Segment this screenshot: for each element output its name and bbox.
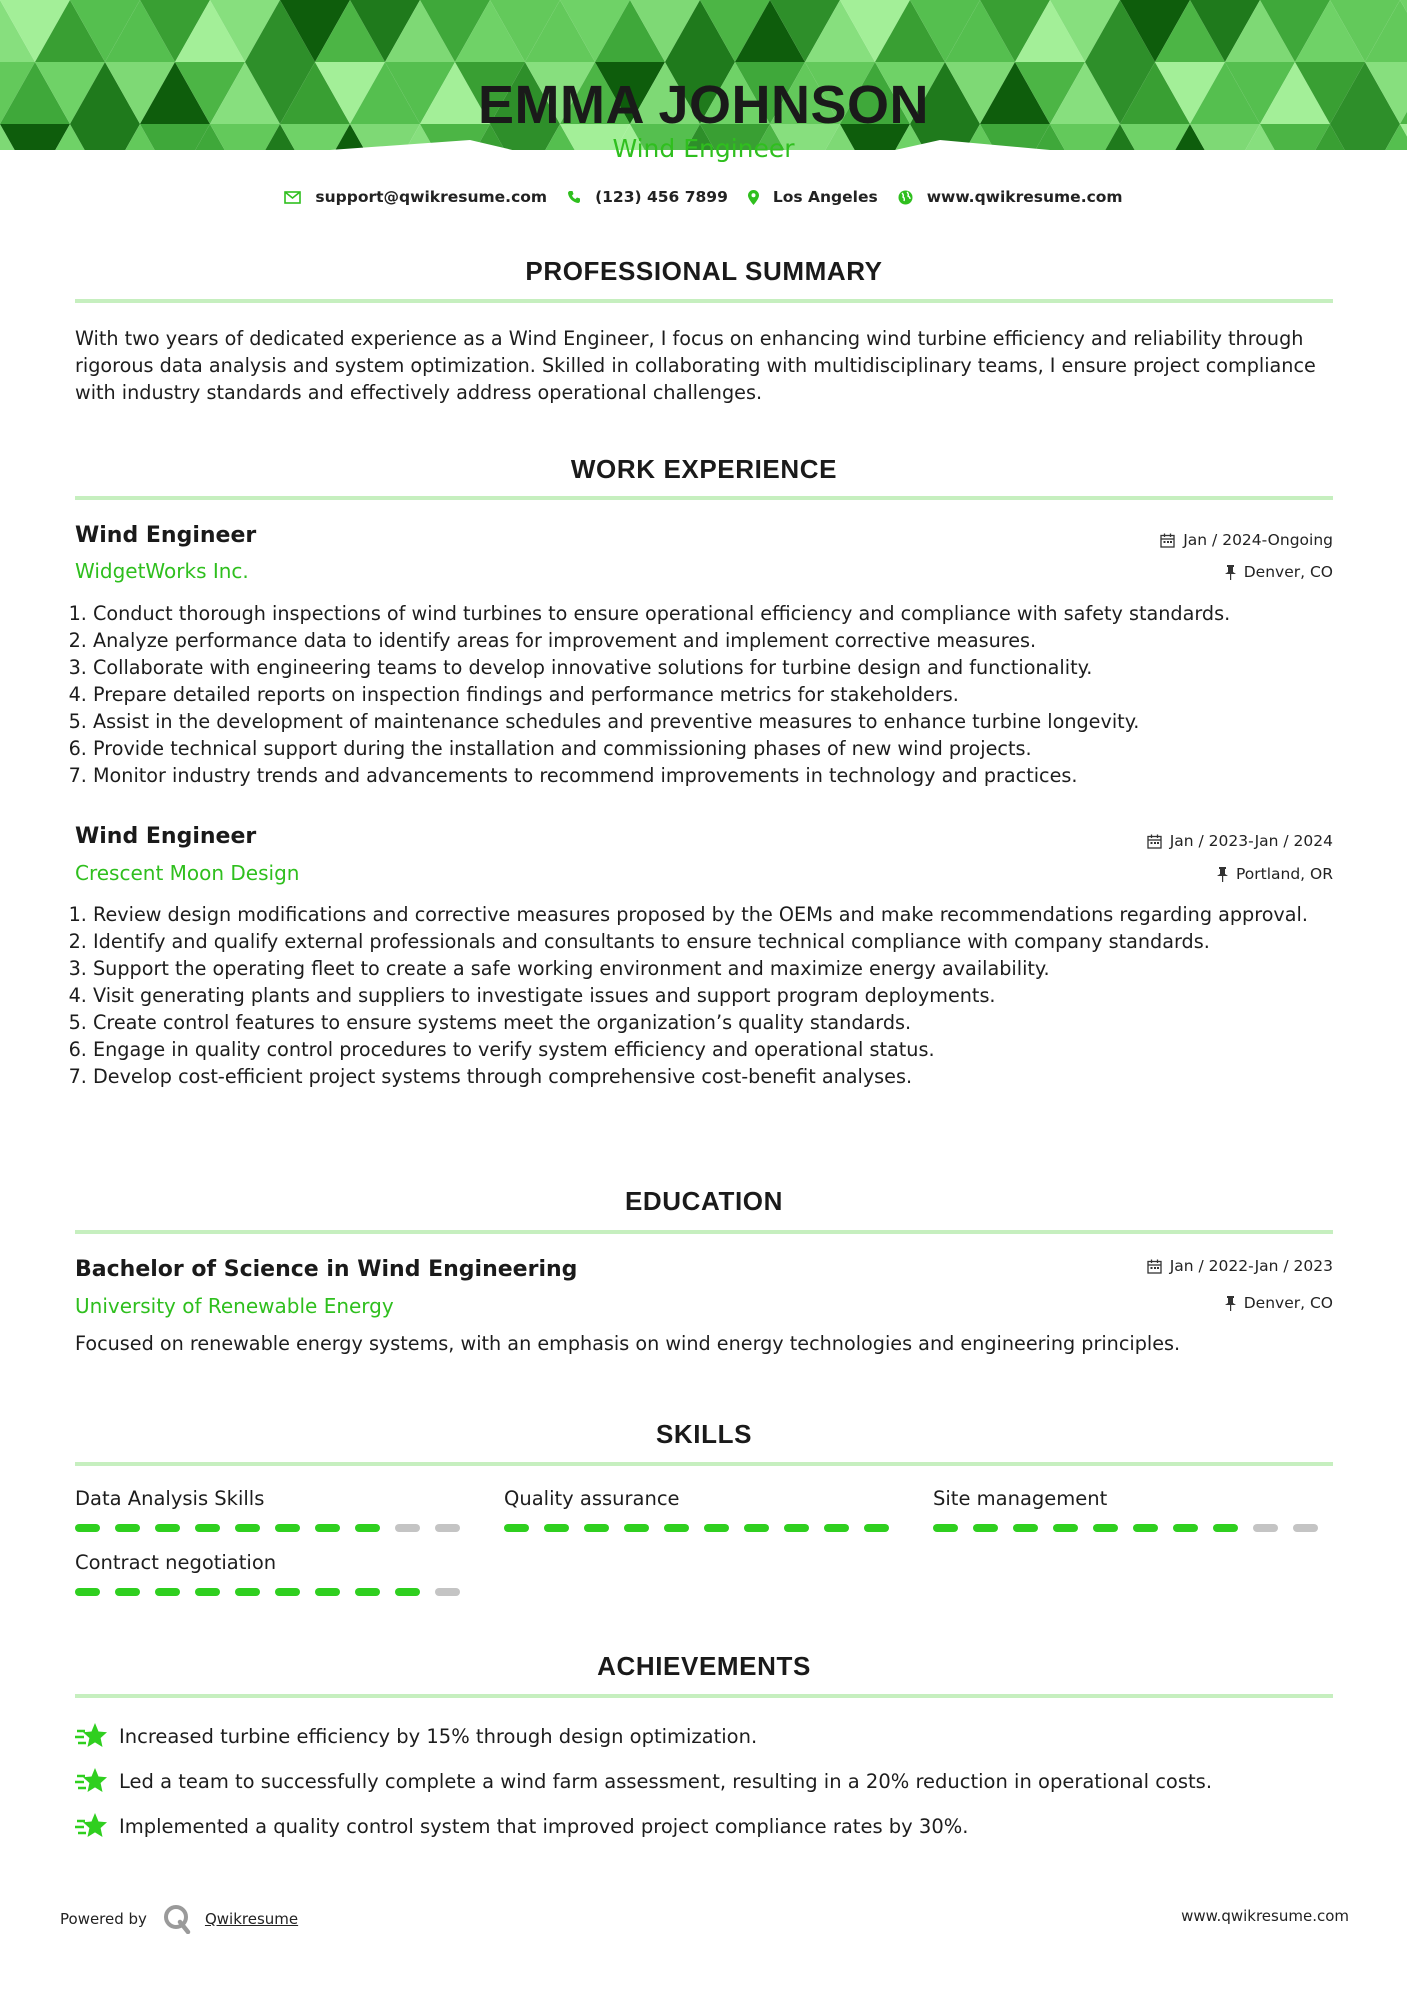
skill-segment-filled — [1173, 1524, 1198, 1532]
achievement-item — [75, 1720, 757, 1752]
list-item: 2. Analyze performance data to identify areas for improvement and implement corrective measures. — [93, 627, 1363, 654]
skill-segment-filled — [933, 1524, 958, 1532]
star-icon — [75, 1810, 107, 1842]
skill-segment-filled — [1053, 1524, 1078, 1532]
education-school: University of Renewable Energy — [75, 1294, 394, 1318]
list-item: 4. Visit generating plants and suppliers to investigate issues and support program deployments. — [93, 982, 1363, 1009]
skill-segment-filled — [355, 1524, 380, 1532]
job-1-role: Wind Engineer — [75, 523, 257, 548]
skill-segment-filled — [584, 1524, 609, 1532]
skill-segment-filled — [275, 1588, 300, 1596]
skill-segment-filled — [275, 1524, 300, 1532]
skill-label: Quality assurance — [504, 1487, 680, 1510]
pushpin-icon — [1225, 565, 1236, 580]
achievements-divider — [75, 1694, 1333, 1698]
education-location-text: Denver, CO — [1243, 1294, 1333, 1312]
skill-segment-filled — [1093, 1524, 1118, 1532]
skill-segment-filled — [195, 1588, 220, 1596]
map-pin-icon — [748, 190, 759, 205]
list-item: 6. Provide technical support during the installation and commissioning phases of new wind projects. — [93, 735, 1363, 762]
pushpin-icon — [1217, 867, 1228, 882]
skills-divider — [75, 1462, 1333, 1466]
skill-segment-filled — [744, 1524, 769, 1532]
summary-divider — [75, 299, 1333, 303]
website-text: www.qwikresume.com — [926, 188, 1123, 206]
list-item: 4. Prepare detailed reports on inspection findings and performance metrics for stakeholders. — [93, 681, 1363, 708]
skill-segment-filled — [75, 1524, 100, 1532]
job-1-duties — [68, 600, 1363, 789]
skill-segment-filled — [355, 1588, 380, 1596]
skill-level-bar — [75, 1524, 475, 1532]
summary-heading: PROFESSIONAL SUMMARY — [525, 256, 883, 286]
job-2-duties — [68, 901, 1363, 1090]
skill-segment-filled — [864, 1524, 889, 1532]
email-text: support@qwikresume.com — [315, 188, 548, 206]
list-item: 7. Monitor industry trends and advancements to recommend improvements in technology and practices. — [93, 762, 1363, 789]
skill-segment-filled — [115, 1524, 140, 1532]
achievement-text: Led a team to successfully complete a wind farm assessment, resulting in a 20% reduction in operational costs. — [119, 1769, 1213, 1793]
education-degree: Bachelor of Science in Wind Engineering — [75, 1257, 578, 1282]
skill-segment-filled — [664, 1524, 689, 1532]
list-item: 5. Create control features to ensure systems meet the organization’s quality standards. — [93, 1009, 1363, 1036]
skill-segment-filled — [75, 1588, 100, 1596]
skill-segment-filled — [155, 1524, 180, 1532]
contact-location — [748, 188, 878, 206]
qwikresume-link[interactable]: Qwikresume — [204, 1910, 299, 1928]
list-item: 1. Review design modifications and corrective measures proposed by the OEMs and make recommendations regarding approval. — [93, 901, 1363, 928]
list-item: 7. Develop cost-efficient project systems through comprehensive cost-benefit analyses. — [93, 1063, 1363, 1090]
skill-segment-filled — [1013, 1524, 1038, 1532]
contact-email[interactable] — [284, 188, 547, 206]
achievements-heading: ACHIEVEMENTS — [597, 1651, 811, 1681]
achievement-item — [75, 1765, 1212, 1797]
skill-segment-filled — [155, 1588, 180, 1596]
skill-label: Site management — [933, 1487, 1108, 1510]
calendar-icon — [1160, 533, 1175, 548]
job-2-location-text: Portland, OR — [1235, 865, 1333, 883]
job-1-location-text: Denver, CO — [1243, 563, 1333, 581]
job-1-dates-text: Jan / 2024-Ongoing — [1183, 531, 1333, 549]
list-item: 1. Conduct thorough inspections of wind turbines to ensure operational efficiency and compliance with safety standards. — [93, 600, 1363, 627]
contact-bar — [0, 188, 1407, 206]
job-2-dates — [1147, 832, 1333, 850]
skill-segment-filled — [315, 1588, 340, 1596]
list-item: 3. Support the operating fleet to create a safe working environment and maximize energy availability. — [93, 955, 1363, 982]
skill-item — [933, 1487, 1333, 1532]
skill-segment-filled — [235, 1588, 260, 1596]
education-dates-text: Jan / 2022-Jan / 2023 — [1169, 1257, 1333, 1275]
footer-powered-by — [60, 1904, 298, 1934]
skill-segment-empty — [395, 1524, 420, 1532]
experience-divider — [75, 496, 1333, 500]
achievement-text: Implemented a quality control system that improved project compliance rates by 30%. — [119, 1814, 969, 1838]
phone-text: (123) 456 7899 — [595, 188, 728, 206]
skill-item — [75, 1487, 475, 1532]
globe-icon — [898, 190, 913, 205]
skill-segment-filled — [624, 1524, 649, 1532]
skill-segment-filled — [704, 1524, 729, 1532]
achievement-text: Increased turbine efficiency by 15% through design optimization. — [119, 1724, 758, 1748]
skill-level-bar — [75, 1588, 475, 1596]
experience-heading: WORK EXPERIENCE — [570, 454, 838, 484]
candidate-title: Wind Engineer — [612, 134, 795, 163]
list-item: 3. Collaborate with engineering teams to develop innovative solutions for turbine design and functionality. — [93, 654, 1363, 681]
job-2-dates-text: Jan / 2023-Jan / 2024 — [1169, 832, 1333, 850]
skill-segment-filled — [824, 1524, 849, 1532]
skill-segment-filled — [973, 1524, 998, 1532]
skill-item — [504, 1487, 904, 1532]
job-2-location — [1217, 865, 1333, 883]
contact-phone[interactable] — [567, 188, 728, 206]
skill-segment-filled — [235, 1524, 260, 1532]
summary-text: With two years of dedicated experience as a Wind Engineer, I focus on enhancing wind turbine efficiency and reliability through rigorous data analysis and system optimization. Skilled in collaborating with multidisciplinary teams, I ensure project compliance with industry standards and effectively address operational challenges. — [75, 327, 1316, 404]
skills-heading: SKILLS — [655, 1419, 753, 1449]
calendar-icon — [1147, 1259, 1162, 1274]
skill-segment-filled — [784, 1524, 809, 1532]
envelope-icon — [284, 191, 301, 204]
skill-segment-filled — [1133, 1524, 1158, 1532]
skill-segment-empty — [435, 1524, 460, 1532]
skill-level-bar — [504, 1524, 904, 1532]
skill-segment-filled — [504, 1524, 529, 1532]
calendar-icon — [1147, 834, 1162, 849]
job-1-dates — [1160, 531, 1333, 549]
footer-website[interactable]: www.qwikresume.com — [1181, 1907, 1349, 1925]
list-item: 5. Assist in the development of maintenance schedules and preventive measures to enhance turbine longevity. — [93, 708, 1363, 735]
skill-level-bar — [933, 1524, 1333, 1532]
education-description: Focused on renewable energy systems, with an emphasis on wind energy technologies and engineering principles. — [75, 1332, 1181, 1355]
job-1-company: WidgetWorks Inc. — [75, 559, 249, 583]
skill-segment-empty — [1293, 1524, 1318, 1532]
job-2-role: Wind Engineer — [75, 824, 257, 849]
skill-segment-filled — [115, 1588, 140, 1596]
skill-item — [75, 1551, 475, 1596]
skill-segment-filled — [544, 1524, 569, 1532]
skill-segment-filled — [195, 1524, 220, 1532]
powered-by-label: Powered by — [60, 1910, 147, 1928]
phone-icon — [567, 190, 581, 204]
skill-label: Data Analysis Skills — [75, 1487, 265, 1510]
job-2-company: Crescent Moon Design — [75, 861, 300, 885]
list-item: 6. Engage in quality control procedures to verify system efficiency and operational status. — [93, 1036, 1363, 1063]
candidate-name: EMMA JOHNSON — [477, 75, 930, 135]
skill-segment-filled — [1213, 1524, 1238, 1532]
education-divider — [75, 1230, 1333, 1234]
list-item: 2. Identify and qualify external professionals and consultants to ensure technical compliance with company standards. — [93, 928, 1363, 955]
skill-segment-empty — [435, 1588, 460, 1596]
job-1-location — [1225, 563, 1333, 581]
skill-segment-filled — [395, 1588, 420, 1596]
location-text: Los Angeles — [772, 188, 878, 206]
pushpin-icon — [1225, 1296, 1236, 1311]
star-icon — [75, 1765, 107, 1797]
education-dates — [1147, 1257, 1333, 1275]
education-heading: EDUCATION — [624, 1186, 784, 1216]
star-icon — [75, 1720, 107, 1752]
achievement-item — [75, 1810, 968, 1842]
contact-website[interactable] — [898, 188, 1123, 206]
education-location — [1225, 1294, 1333, 1312]
qwikresume-logo-icon — [163, 1904, 191, 1934]
skill-segment-filled — [315, 1524, 340, 1532]
skill-segment-empty — [1253, 1524, 1278, 1532]
skill-label: Contract negotiation — [75, 1551, 277, 1574]
